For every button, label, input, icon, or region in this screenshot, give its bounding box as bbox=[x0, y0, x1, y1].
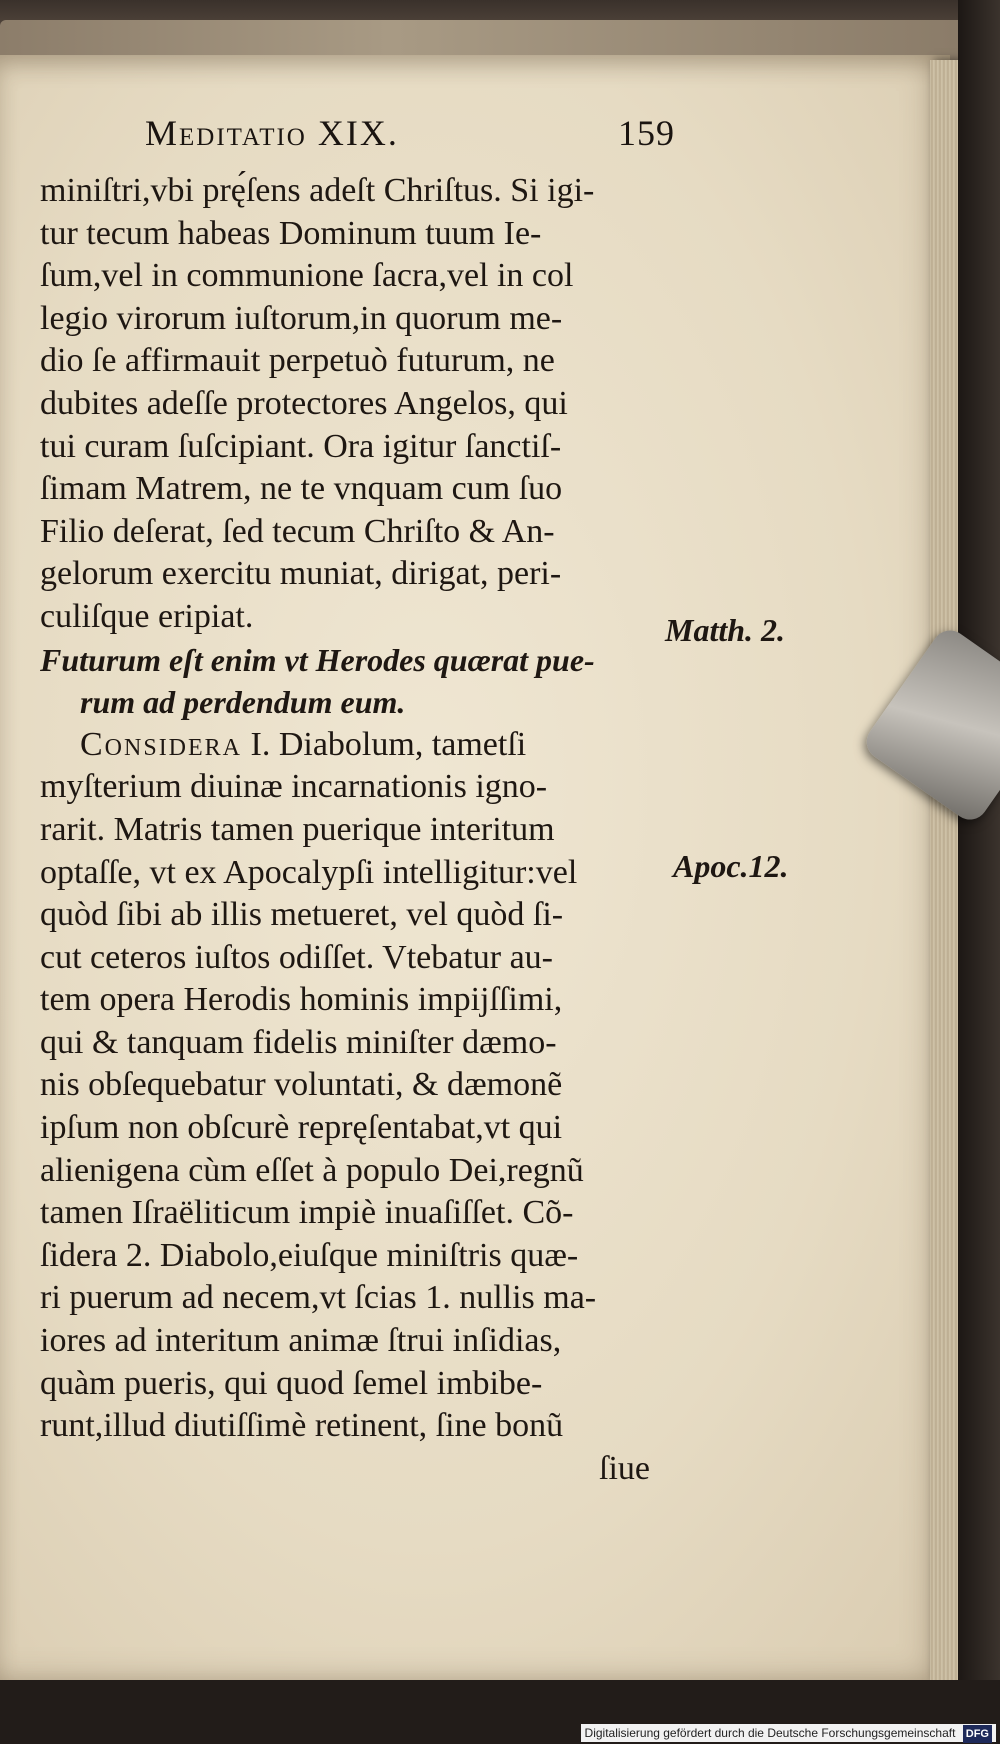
text-line: tui curam ſuſcipiant. Ora igitur ſanctiſ- bbox=[40, 427, 562, 465]
digitization-footer bbox=[581, 1724, 996, 1742]
text-line: ſum,vel in communione ſacra,vel in col bbox=[40, 257, 574, 295]
text-line: tamen Iſraëliticum impiè inuaſiſſet. Cõ- bbox=[40, 1194, 574, 1232]
text-line: myſterium diuinæ incarnationis igno- bbox=[40, 768, 548, 806]
considera-line bbox=[40, 724, 680, 767]
dfg-logo: DFG bbox=[963, 1725, 992, 1743]
text-line: ſimam Matrem, ne te vnquam cum ſuo bbox=[40, 470, 563, 508]
text-line: dubites adeſſe protectores Angelos, qui bbox=[40, 384, 568, 422]
footer-text: Digitalisierung gefördert durch die Deutsche Forschungsgemeinschaft bbox=[584, 1726, 956, 1740]
text-line: tem opera Herodis hominis impijſſimi, bbox=[40, 981, 563, 1019]
text-line: nis obſequebatur voluntati, & dæmonẽ bbox=[40, 1066, 563, 1104]
text-line: alienigena cùm eſſet à populo Dei,regnũ bbox=[40, 1151, 584, 1189]
text-line: cut ceteros iuſtos odiſſet. Vtebatur au- bbox=[40, 938, 554, 976]
text-line: miniſtri,vbi prę́ſens adeſt Chriſtus. Si igi- bbox=[40, 172, 595, 209]
running-header bbox=[145, 112, 675, 158]
page-number: 159 bbox=[618, 113, 675, 153]
body-text bbox=[40, 170, 680, 1490]
text-line: tur tecum habeas Dominum tuum Ie- bbox=[40, 214, 542, 252]
text-line: ipſum non obſcurè repręſentabat,vt qui bbox=[40, 1109, 563, 1147]
page-title: Meditatio XIX. bbox=[145, 113, 399, 153]
text-line: culiſque eripiat. bbox=[40, 597, 254, 635]
catchword: ſiue bbox=[599, 1449, 650, 1487]
text-line: dio ſe affirmauit perpetuò futurum, ne bbox=[40, 342, 555, 380]
marginal-reference: Apoc.12. bbox=[673, 848, 789, 884]
text-line: iores ad interitum animæ ſtrui inſidias, bbox=[40, 1322, 562, 1360]
text-line: ri puerum ad necem,vt ſcias 1. nullis ma- bbox=[40, 1279, 597, 1317]
considera-word: Considera bbox=[80, 725, 243, 763]
scripture-quote: rum ad perdendum eum. bbox=[80, 684, 406, 721]
marginal-reference: Matth. 2. bbox=[665, 612, 786, 648]
scripture-quote: Futurum eſt enim vt Herodes quærat pue- bbox=[40, 641, 595, 678]
text-line: legio virorum iuſtorum,in quorum me- bbox=[40, 299, 563, 337]
text-line: gelorum exercitu muniat, dirigat, peri- bbox=[40, 555, 562, 593]
text-line: runt,illud diutiſſimè retinent, ſine bonũ bbox=[40, 1407, 564, 1445]
background-right bbox=[958, 0, 1000, 1744]
text-line: rarit. Matris tamen puerique interitum bbox=[40, 810, 555, 848]
text-line: Filio deſerat, ſed tecum Chriſto & An- bbox=[40, 512, 555, 550]
page-edges bbox=[930, 60, 958, 1680]
considera-rest: I. Diabolum, tametſi bbox=[242, 725, 527, 763]
text-line: qui & tanquam fidelis miniſter dæmo- bbox=[40, 1023, 557, 1061]
text-line: quòd ſibi ab illis metueret, vel quòd ſi- bbox=[40, 896, 564, 934]
text-line: ſidera 2. Diabolo,eiuſque miniſtris quæ- bbox=[40, 1236, 579, 1274]
text-line: optaſſe, vt ex Apocalypſi intelligitur:vel bbox=[40, 853, 578, 891]
text-line: quàm pueris, qui quod ſemel imbibe- bbox=[40, 1364, 543, 1402]
